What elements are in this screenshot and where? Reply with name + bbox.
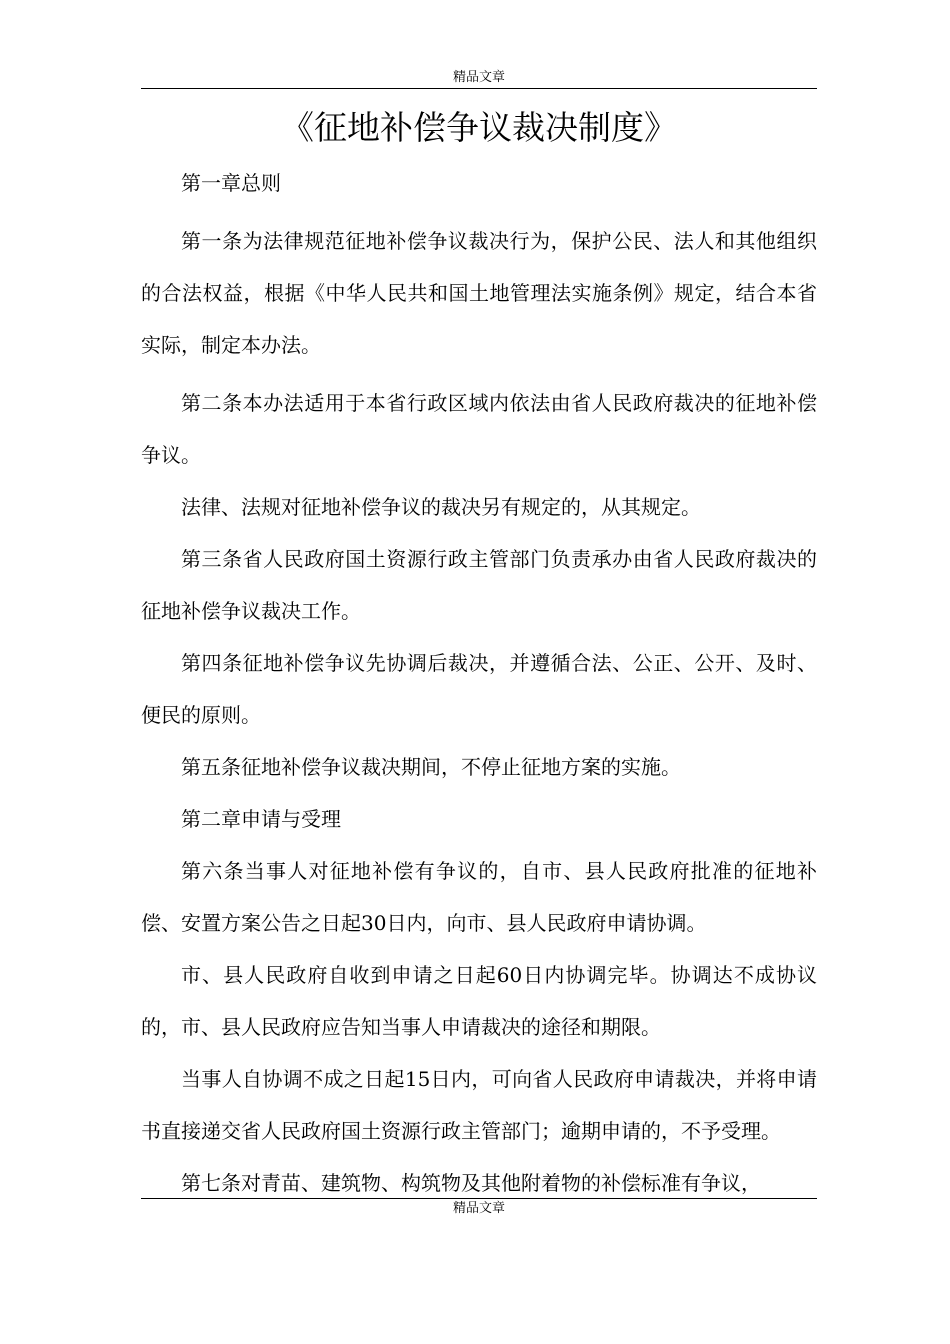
article-paragraph: 第五条征地补偿争议裁决期间，不停止征地方案的实施。 <box>181 755 681 779</box>
document-body <box>141 157 817 1209</box>
article-paragraph: 第四条征地补偿争议先协调后裁决，并遵循合法、公正、公开、及时、便民的原则。 <box>141 651 817 727</box>
page-footer <box>141 1198 817 1219</box>
article-paragraph: 第六条当事人对征地补偿有争议的，自市、县人民政府批准的征地补偿、安置方案公告之日起30日内，向市、县人民政府申请协调。 <box>141 859 817 935</box>
article-paragraph: 法律、法规对征地补偿争议的裁决另有规定的，从其规定。 <box>181 495 701 519</box>
article-paragraph: 第七条对青苗、建筑物、构筑物及其他附着物的补偿标准有争议， <box>181 1171 761 1195</box>
article-paragraph: 第二条本办法适用于本省行政区域内依法由省人民政府裁决的征地补偿争议。 <box>141 391 817 467</box>
page-header <box>141 70 817 89</box>
article-paragraph: 市、县人民政府自收到申请之日起60日内协调完毕。协调达不成协议的，市、县人民政府应告知当事人申请裁决的途径和期限。 <box>141 963 817 1039</box>
header-text: 精品文章 <box>452 70 505 85</box>
document-title: 《征地补偿争议裁决制度》 <box>281 108 677 147</box>
chapter-heading: 第二章申请与受理 <box>181 807 341 831</box>
footer-text: 精品文章 <box>452 1201 505 1216</box>
article-paragraph: 第三条省人民政府国土资源行政主管部门负责承办由省人民政府裁决的征地补偿争议裁决工作。 <box>141 547 817 623</box>
article-paragraph: 当事人自协调不成之日起15日内，可向省人民政府申请裁决，并将申请书直接递交省人民政府国土资源行政主管部门；逾期申请的，不予受理。 <box>141 1067 817 1143</box>
chapter-heading: 第一章总则 <box>181 171 281 195</box>
article-paragraph: 第一条为法律规范征地补偿争议裁决行为，保护公民、法人和其他组织的合法权益，根据《中华人民共和国土地管理法实施条例》规定，结合本省实际，制定本办法。 <box>141 229 817 357</box>
